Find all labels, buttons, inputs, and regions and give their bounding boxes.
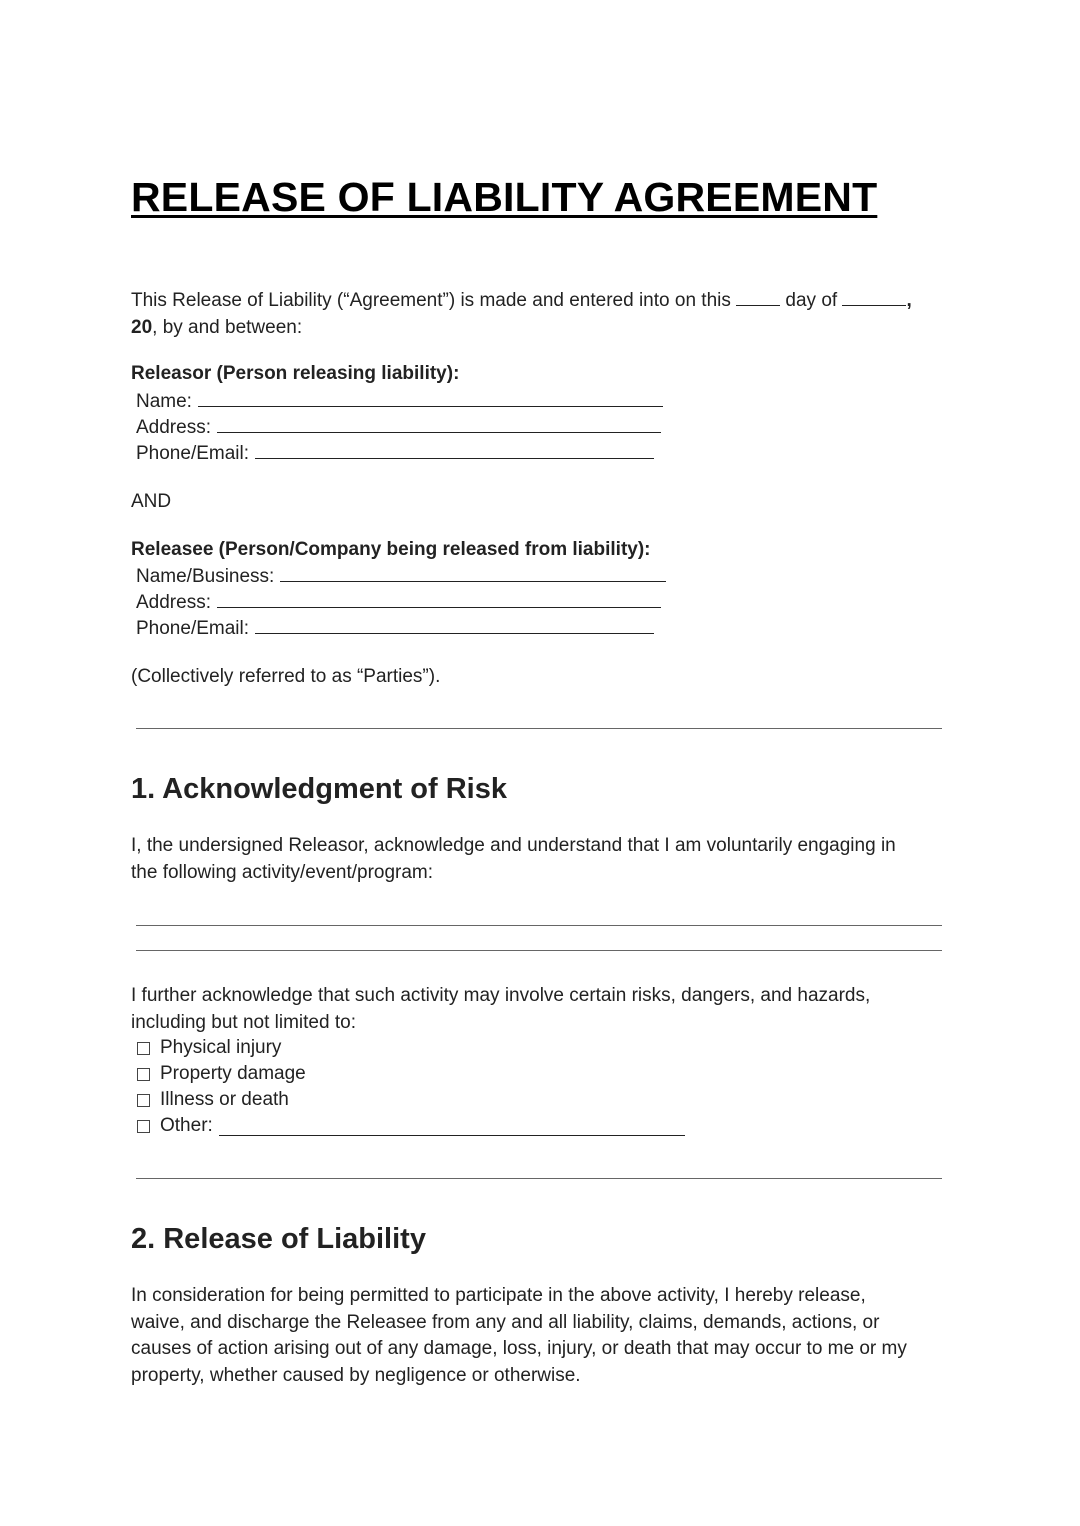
intro-by-between: , by and between:	[152, 316, 303, 338]
text-line: including but not limited to:	[131, 1011, 356, 1033]
checkbox[interactable]	[137, 1068, 150, 1081]
releasee-heading: Releasee (Person/Company being released from liability):	[131, 539, 651, 560]
and-text: AND	[131, 491, 172, 512]
releasor-name-field[interactable]	[198, 388, 663, 407]
intro-text: This Release of Liability (“Agreement”) is made and entered into on this	[131, 290, 731, 311]
checklist-label: Other:	[160, 1115, 213, 1136]
checklist-item-other	[137, 1113, 685, 1139]
releasor-phone-row	[136, 440, 654, 467]
releasee-name-field[interactable]	[280, 563, 666, 582]
text-line: property, whether caused by negligence or otherwise.	[131, 1364, 581, 1386]
releasor-address-row	[136, 414, 661, 441]
releasee-address-row	[136, 589, 661, 616]
section-2-paragraph	[131, 1283, 951, 1389]
activity-line-2[interactable]	[136, 950, 942, 951]
checkbox[interactable]	[137, 1094, 150, 1107]
text-line: the following activity/event/program:	[131, 861, 434, 883]
section-divider	[136, 1178, 942, 1179]
releasor-address-field[interactable]	[217, 414, 661, 433]
text-line: I, the undersigned Releasor, acknowledge and understand that I am voluntarily engaging in	[131, 835, 896, 856]
releasee-phone-field[interactable]	[255, 615, 654, 634]
text-line: waive, and discharge the Releasee from any and all liability, claims, demands, actions, or	[131, 1311, 880, 1333]
checkbox[interactable]	[137, 1120, 150, 1133]
checklist-item-illness-death	[137, 1087, 289, 1113]
releasor-phone-field[interactable]	[255, 440, 654, 459]
checklist-label: Physical injury	[160, 1037, 282, 1058]
field-label: Address:	[136, 592, 211, 613]
checklist-item-physical-injury	[137, 1035, 281, 1061]
section-2-heading: 2. Release of Liability	[131, 1223, 426, 1255]
month-blank[interactable]	[842, 287, 906, 306]
checklist-item-property-damage	[137, 1061, 306, 1087]
releasee-address-field[interactable]	[217, 589, 661, 608]
field-label: Phone/Email:	[136, 618, 250, 639]
section-divider	[136, 728, 942, 729]
intro-year: 20	[131, 316, 153, 338]
section-1-paragraph-1	[131, 833, 951, 886]
text-line: I further acknowledge that such activity may involve certain risks, dangers, and hazards,	[131, 985, 871, 1006]
releasor-name-row	[136, 388, 663, 415]
field-label: Name/Business:	[136, 566, 275, 587]
releasor-heading: Releasor (Person releasing liability):	[131, 363, 460, 384]
text-line: In consideration for being permitted to participate in the above activity, I hereby release,	[131, 1285, 866, 1306]
checklist-label: Property damage	[160, 1063, 306, 1084]
checkbox[interactable]	[137, 1042, 150, 1055]
field-label: Phone/Email:	[136, 443, 250, 464]
field-label: Name:	[136, 391, 192, 412]
releasee-phone-row	[136, 615, 654, 642]
section-1-heading: 1. Acknowledgment of Risk	[131, 773, 507, 805]
other-risk-field[interactable]	[219, 1117, 685, 1136]
checklist-label: Illness or death	[160, 1089, 289, 1110]
field-label: Address:	[136, 417, 211, 438]
intro-paragraph: This Release of Liability (“Agreement”) is made and entered into on this day of , 20, by and between:	[131, 287, 951, 341]
text-line: causes of action arising out of any damage, loss, injury, or death that may occur to me or my	[131, 1338, 907, 1359]
collectively-text: (Collectively referred to as “Parties”).	[131, 666, 441, 687]
day-blank[interactable]	[736, 287, 780, 306]
releasee-name-row	[136, 563, 666, 590]
document-title: RELEASE OF LIABILITY AGREEMENT	[131, 174, 878, 220]
intro-day-word: day of	[785, 290, 838, 311]
activity-line-1[interactable]	[136, 925, 942, 926]
section-1-paragraph-2	[131, 983, 951, 1036]
